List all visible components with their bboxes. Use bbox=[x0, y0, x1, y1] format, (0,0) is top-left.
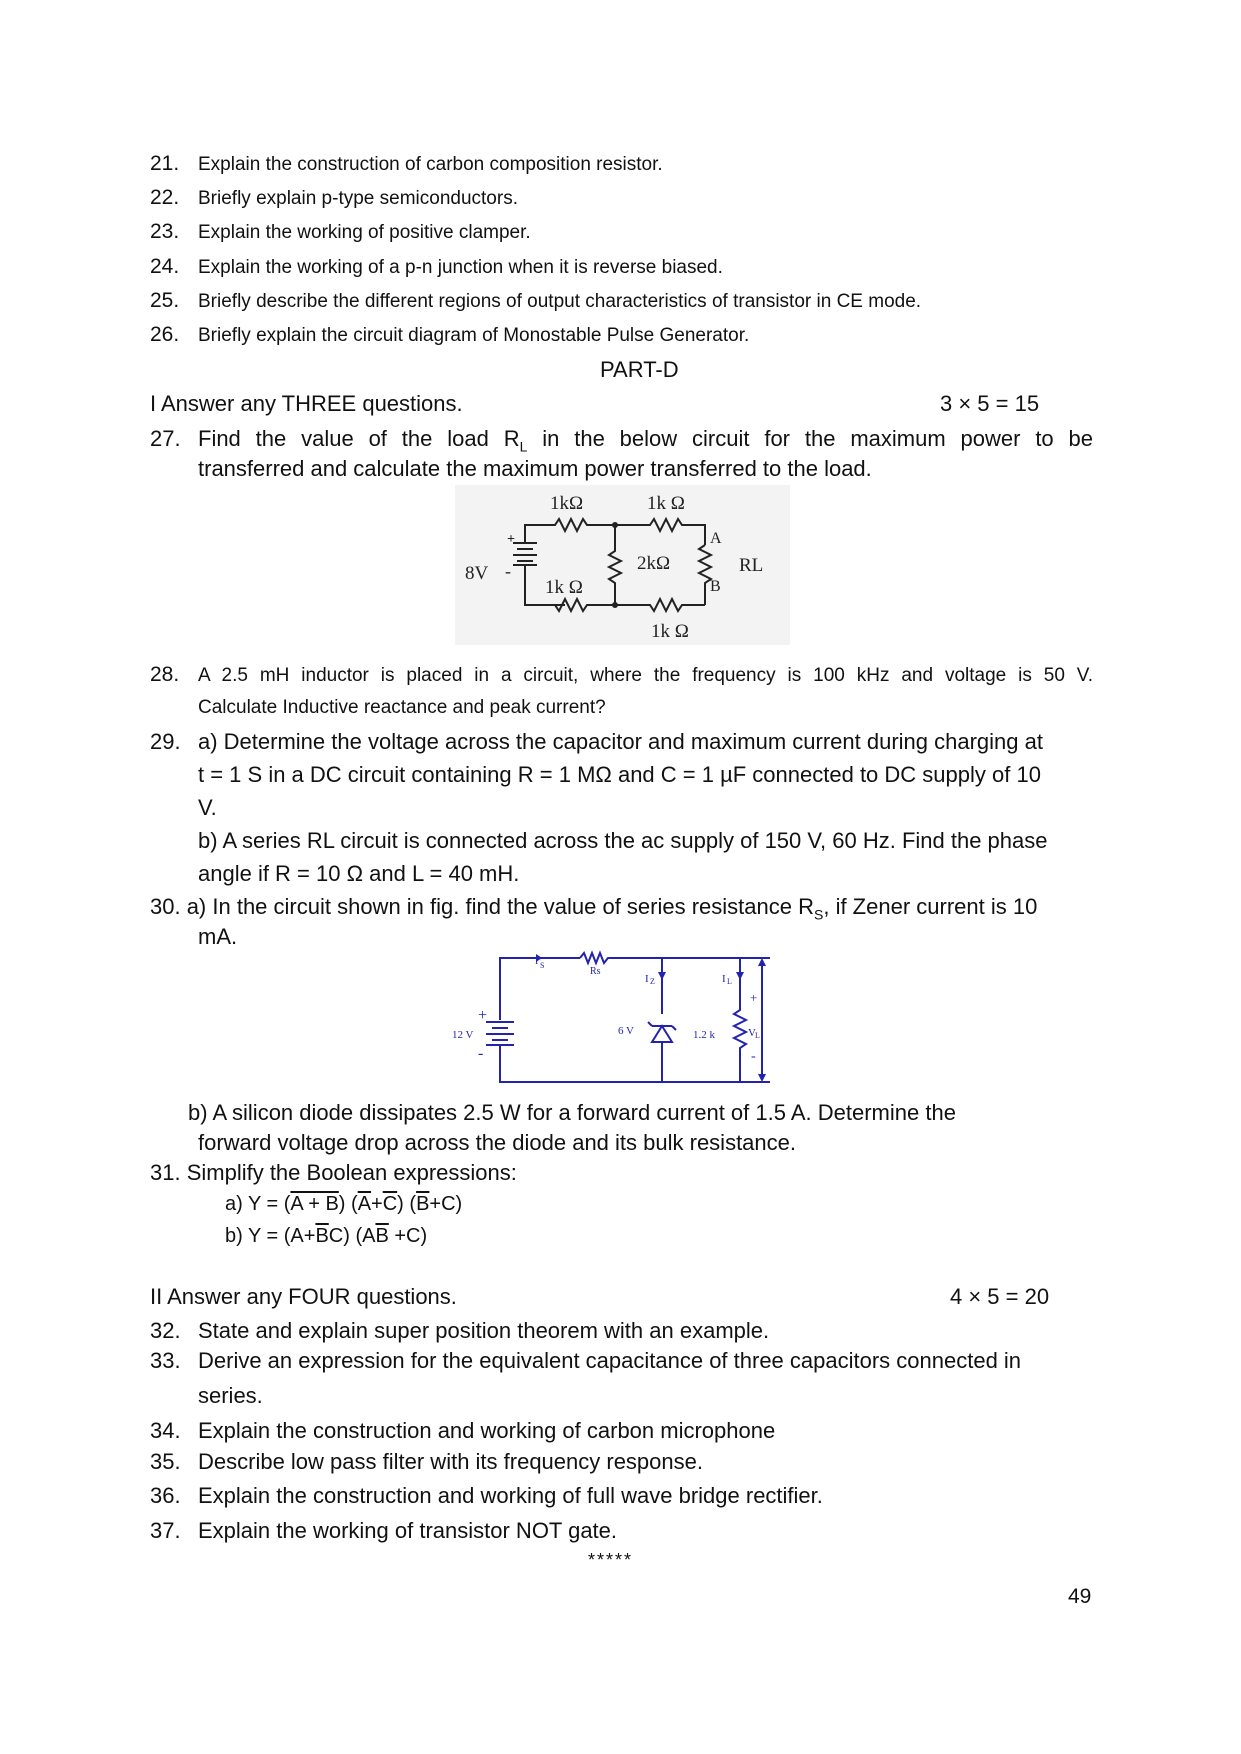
page-number: 49 bbox=[1068, 1585, 1092, 1608]
question-number: 26. bbox=[150, 323, 180, 346]
q27-subscript: L bbox=[519, 438, 528, 455]
section-1-heading: I Answer any THREE questions. bbox=[150, 391, 463, 416]
label-load: 1.2 k bbox=[693, 1029, 715, 1041]
label-vl-sub: L bbox=[755, 1031, 760, 1040]
q28-line2: Calculate Inductive reactance and peak current? bbox=[198, 697, 606, 718]
q30-subscript: S bbox=[814, 906, 824, 923]
q31-expression-a bbox=[225, 1193, 462, 1216]
question-number: 34. bbox=[150, 1418, 181, 1443]
q31-heading: 31. Simplify the Boolean expressions: bbox=[150, 1160, 517, 1185]
circuit-diagram-2 bbox=[440, 950, 780, 1090]
question-number: 22. bbox=[150, 186, 180, 209]
question-number: 23. bbox=[150, 220, 180, 243]
question-text: Briefly describe the different regions of output characteristics of transistor in CE mode. bbox=[198, 291, 922, 312]
question-number: 21. bbox=[150, 152, 180, 175]
label-plus: + bbox=[750, 990, 758, 1005]
question-text: State and explain super position theorem with an example. bbox=[198, 1318, 770, 1343]
label-node-b: B bbox=[710, 578, 721, 595]
question-number: 33. bbox=[150, 1348, 181, 1373]
current-arrow-il bbox=[736, 972, 744, 980]
q31-expression-b bbox=[225, 1225, 427, 1248]
label-minus: - bbox=[505, 561, 511, 581]
label-il: I bbox=[722, 973, 726, 985]
section-2-heading: II Answer any FOUR questions. bbox=[150, 1284, 457, 1309]
question-number: 25. bbox=[150, 289, 180, 312]
question-number: 27. bbox=[150, 426, 181, 451]
label-node-a: A bbox=[710, 530, 722, 547]
expr-overbar: $\overline{C}$ bbox=[382, 1193, 398, 1215]
zener-bar bbox=[672, 1026, 676, 1030]
question-number: 36. bbox=[150, 1483, 181, 1508]
q30-text-b: , if Zener current is 10 bbox=[823, 894, 1038, 919]
circuit-diagram-1 bbox=[455, 485, 790, 645]
label-source: 12 V bbox=[452, 1029, 474, 1041]
section-2-marks: 4 × 5 = 20 bbox=[950, 1284, 1050, 1309]
q30-b-line2: forward voltage drop across the diode and its bulk resistance. bbox=[198, 1130, 796, 1155]
expr-overbar: $\overline{A}$ bbox=[357, 1193, 372, 1215]
question-text: Briefly explain the circuit diagram of Monostable Pulse Generator. bbox=[198, 325, 750, 346]
label-il-sub: L bbox=[727, 977, 732, 986]
label-r-middle: 2kΩ bbox=[637, 553, 671, 574]
q27-line2: transferred and calculate the maximum power transferred to the load. bbox=[198, 456, 872, 481]
question-text: series. bbox=[198, 1383, 263, 1408]
expr-part: + bbox=[371, 1193, 383, 1215]
label-load: RL bbox=[739, 555, 764, 576]
question-text: Explain the construction and working of carbon microphone bbox=[198, 1418, 776, 1443]
question-text: Describe low pass filter with its frequency response. bbox=[198, 1449, 703, 1474]
expr-part: b) Y = (A+ bbox=[225, 1225, 316, 1247]
label-vl: V bbox=[748, 1027, 756, 1039]
label-iz: I bbox=[645, 973, 649, 985]
expr-part: +C) bbox=[388, 1225, 428, 1247]
expr-overbar: $\overline{B}$ bbox=[375, 1225, 389, 1247]
question-text: Briefly explain p-type semiconductors. bbox=[198, 188, 518, 209]
label-zener: 6 V bbox=[618, 1025, 634, 1037]
section-1-marks: 3 × 5 = 15 bbox=[940, 391, 1040, 416]
current-arrow-iz bbox=[658, 972, 666, 980]
label-source: 8V bbox=[465, 563, 489, 584]
label-plus: + bbox=[507, 532, 515, 547]
q30-b-line1: b) A silicon diode dissipates 2.5 W for a forward current of 1.5 A. Determine the bbox=[188, 1100, 956, 1125]
question-number: 28. bbox=[150, 663, 180, 686]
question-text: Explain the working of a p-n junction when it is reverse biased. bbox=[198, 257, 723, 278]
q29-b-line1: b) A series RL circuit is connected across the ac supply of 150 V, 60 Hz. Find the phase bbox=[198, 828, 1048, 853]
label-is: I bbox=[535, 956, 539, 967]
q30-text-a: 30. a) In the circuit shown in fig. find the value of series resistance R bbox=[150, 894, 814, 919]
junction-dot bbox=[612, 522, 618, 528]
expr-part: C) (A bbox=[328, 1225, 376, 1247]
label-is-sub: S bbox=[540, 961, 545, 970]
expr-part: ) ( bbox=[338, 1193, 358, 1215]
expr-overbar: $\overline{B}$ bbox=[416, 1193, 430, 1215]
expr-part: +C) bbox=[429, 1193, 463, 1215]
expr-overbar: A + B bbox=[290, 1193, 339, 1215]
question-number: 29. bbox=[150, 729, 181, 754]
expr-part: a) Y = ( bbox=[225, 1193, 291, 1215]
series-resistor bbox=[580, 953, 770, 963]
label-minus: - bbox=[751, 1049, 756, 1064]
question-text: Derive an expression for the equivalent capacitance of three capacitors connected in bbox=[198, 1348, 1022, 1373]
q27-text-b: in the below circuit for the maximum power to be bbox=[527, 426, 1093, 451]
q27-line1 bbox=[198, 426, 1093, 454]
question-text: Explain the construction of carbon composition resistor. bbox=[198, 154, 663, 175]
arrow-head-bottom bbox=[758, 1074, 766, 1082]
question-number: 24. bbox=[150, 255, 180, 278]
junction-dot bbox=[612, 602, 618, 608]
label-r-bottom-right: 1k Ω bbox=[651, 621, 689, 642]
q29-a-line1: a) Determine the voltage across the capacitor and maximum current during charging at bbox=[198, 729, 1043, 754]
q29-a-line3: V. bbox=[198, 795, 217, 820]
q29-b-line2: angle if R = 10 Ω and L = 40 mH. bbox=[198, 861, 520, 886]
arrow-head-top bbox=[758, 958, 766, 966]
label-battery-plus: + bbox=[478, 1007, 488, 1024]
q28-line1: A 2.5 mH inductor is placed in a circuit, where the frequency is 100 kHz and voltage is 50 V. bbox=[198, 665, 1093, 686]
expr-part: ) ( bbox=[397, 1193, 417, 1215]
part-title: PART-D bbox=[600, 357, 679, 382]
q27-text-a: Find the value of the load R bbox=[198, 426, 520, 451]
question-text: Explain the working of transistor NOT gate. bbox=[198, 1518, 618, 1543]
label-battery-minus: - bbox=[478, 1045, 484, 1062]
question-number: 32. bbox=[150, 1318, 181, 1343]
q29-a-line2: t = 1 S in a DC circuit containing R = 1 MΩ and C = 1 µF connected to DC supply of 10 bbox=[198, 762, 1041, 787]
label-r-bottom-left: 1k Ω bbox=[545, 577, 583, 598]
q30-line1 bbox=[150, 894, 1037, 922]
label-iz-sub: Z bbox=[650, 977, 655, 986]
question-number: 35. bbox=[150, 1449, 181, 1474]
label-rs: Rs bbox=[590, 966, 601, 977]
end-marker: ***** bbox=[588, 1550, 634, 1570]
zener-bar bbox=[648, 1022, 652, 1026]
label-r-top-right: 1k Ω bbox=[647, 493, 685, 514]
wire bbox=[500, 1045, 770, 1082]
question-number: 37. bbox=[150, 1518, 181, 1543]
q30-line2: mA. bbox=[198, 924, 238, 949]
expr-overbar: $\overline{B}$ bbox=[315, 1225, 329, 1247]
label-r-top-left: 1kΩ bbox=[550, 493, 584, 514]
question-text: Explain the construction and working of full wave bridge rectifier. bbox=[198, 1483, 823, 1508]
zener-triangle bbox=[652, 1026, 672, 1042]
question-text: Explain the working of positive clamper. bbox=[198, 222, 531, 243]
